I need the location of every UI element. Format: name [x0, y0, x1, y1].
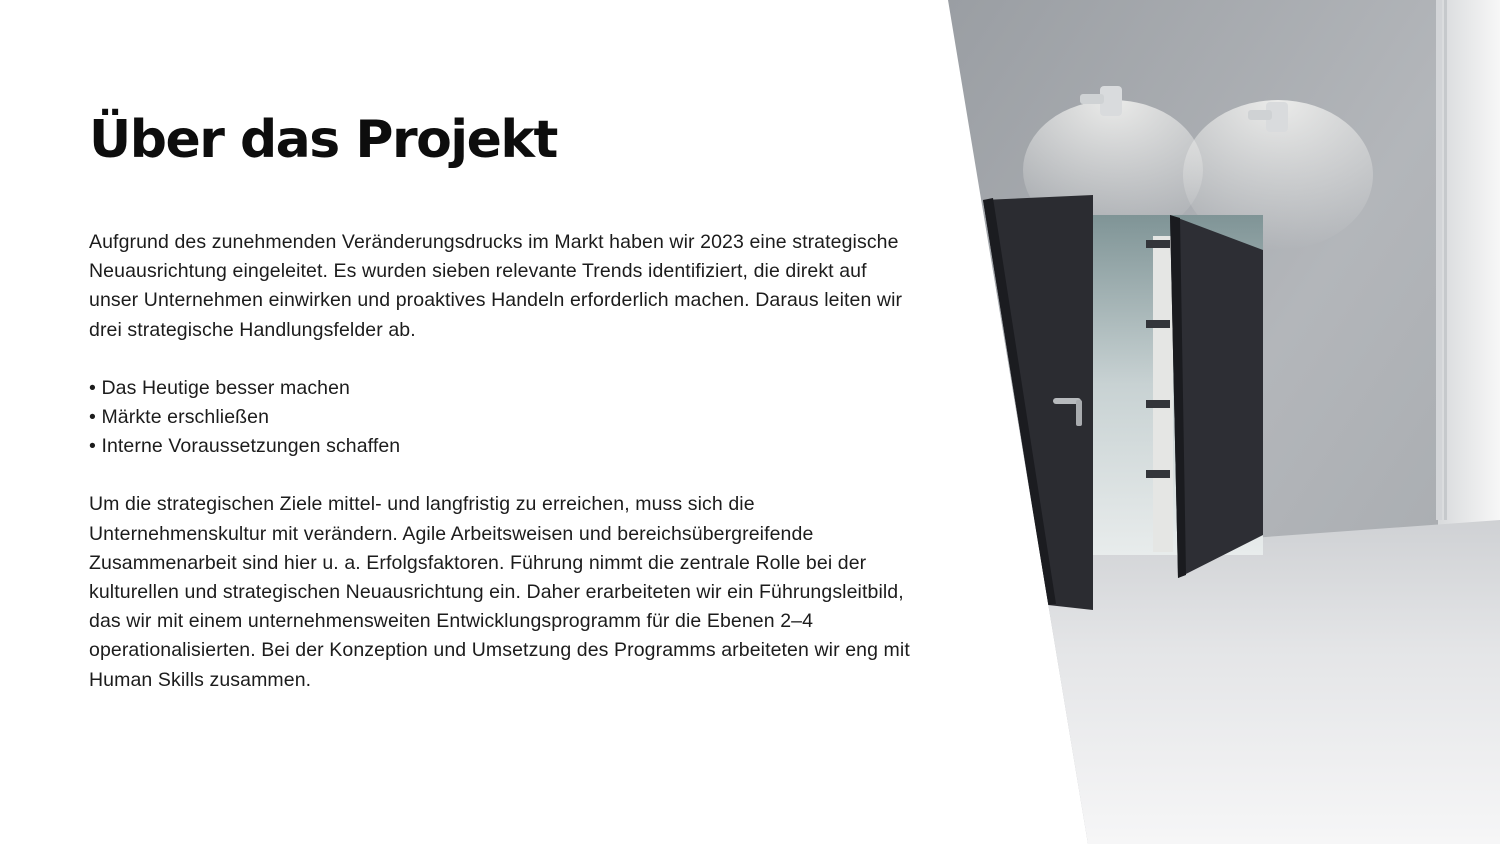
- door-photo: [948, 0, 1500, 844]
- page-title: Über das Projekt: [89, 110, 557, 170]
- list-item: • Märkte erschließen: [89, 403, 919, 432]
- list-item: • Das Heutige besser machen: [89, 374, 919, 403]
- field-list: [89, 374, 919, 462]
- outro-paragraph: Um die strategischen Ziele mittel- und langfristig zu erreichen, muss sich die Unternehmenskultur mit verändern. Agile Arbeitsweisen und bereichsübergreifende Zusammenarbeit sind hier u. a. Erfolgsfaktoren. Führung nimmt die zentrale Rolle bei der kulturellen und strategischen Neuausrichtung ein. Daher erarbeiteten wir ein Führungsleitbild, das wir mit einem unternehmensweiten Entwicklungsprogramm für die Ebenen 2–4 operationalisierten. Bei der Konzeption und Umsetzung des Programms arbeiteten wir eng mit Human Skills zusammen.: [89, 493, 910, 691]
- list-item: • Interne Voraussetzungen schaffen: [89, 432, 919, 461]
- intro-paragraph: Aufgrund des zunehmenden Veränderungsdrucks im Markt haben wir 2023 eine strategische Neuausrichtung eingeleitet. Es wurden sieben relevante Trends identifiziert, die direkt auf unser Unternehmen einwirken und proaktives Handeln erforderlich machen. Daraus leiten wir drei strategische Handlungsfelder ab.: [89, 231, 903, 341]
- body-text: [89, 228, 919, 695]
